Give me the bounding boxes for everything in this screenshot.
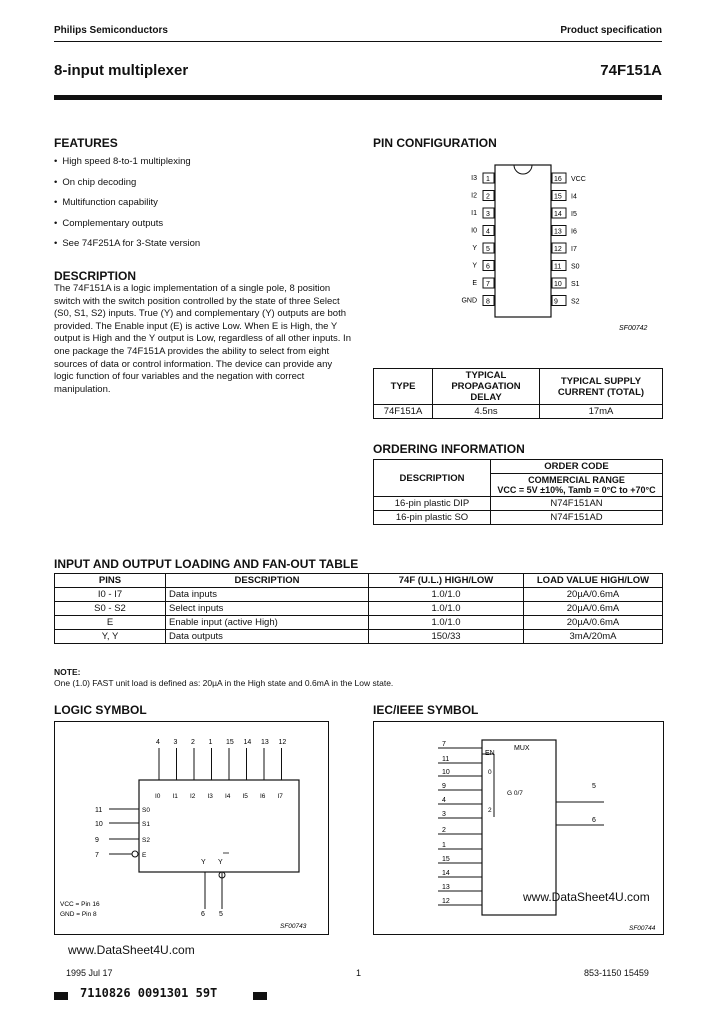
select-label: S2: [142, 837, 150, 844]
doc-type: Product specification: [560, 25, 662, 36]
barcode-text: 7110826 0091301 59T: [80, 986, 218, 1000]
typ-cell: 17mA: [540, 405, 663, 419]
pin-number: 7: [486, 281, 490, 288]
footer-docnum: 853-1150 15459: [584, 968, 649, 978]
top-pin-number: 13: [261, 739, 269, 746]
typical-table: [373, 368, 663, 419]
input-label: I3: [207, 793, 213, 800]
pin-label: I7: [571, 246, 577, 253]
pin-number: 14: [554, 211, 562, 218]
ordering-cell: N74F151AN: [491, 497, 663, 511]
feature-item: • See 74F251A for 3-State version: [54, 238, 200, 259]
output-label: Y: [201, 859, 206, 866]
feature-item: • On chip decoding: [54, 177, 200, 198]
loading-table: [54, 573, 663, 644]
pin-label: E: [472, 280, 477, 287]
iec-out-pin: 6: [592, 817, 596, 824]
footer-page: 1: [356, 968, 362, 978]
feature-item: • High speed 8-to-1 multiplexing: [54, 156, 200, 177]
watermark: www.DataSheet4U.com: [523, 890, 650, 904]
select-label: S0: [142, 807, 150, 814]
g-label: G 0/7: [507, 790, 523, 797]
iec-pin-number: 12: [442, 898, 450, 905]
pin-number: 12: [554, 246, 562, 253]
pin-label: I6: [571, 228, 577, 236]
iec-pin-number: 11: [442, 756, 450, 763]
loading-heading: INPUT AND OUTPUT LOADING AND FAN-OUT TABLE: [54, 557, 359, 571]
loading-header: LOAD VALUE HIGH/LOW: [524, 574, 663, 588]
loading-cell: 1.0/1.0: [369, 588, 524, 602]
iec-pin-number: 1: [442, 842, 446, 849]
page-title: 8-input multiplexer: [54, 62, 189, 79]
output-pin: 5: [219, 911, 223, 918]
loading-cell: S0 - S2: [55, 602, 166, 616]
pin-number: 11: [554, 263, 562, 271]
select-label: S1: [142, 821, 150, 828]
features-list: [54, 156, 200, 259]
loading-cell: I0 - I7: [55, 588, 166, 602]
pin-label: GND: [461, 297, 477, 305]
loading-cell: Select inputs: [166, 602, 369, 616]
pin-label: I5: [571, 211, 577, 218]
typ-cell: 74F151A: [374, 405, 433, 419]
mux-label: MUX: [514, 745, 530, 752]
output-label: Y: [218, 859, 223, 866]
iec-pin-number: 10: [442, 769, 450, 776]
iec-pin-number: 7: [442, 741, 446, 748]
typ-header: TYPE: [374, 369, 433, 405]
header-rule: [54, 41, 662, 42]
pin-label: S2: [571, 298, 580, 306]
top-pin-number: 1: [208, 739, 213, 746]
logic-symbol-code: SF00743: [280, 923, 307, 930]
loading-cell: 1.0/1.0: [369, 616, 524, 630]
loading-cell: 20µA/0.6mA: [524, 588, 663, 602]
iec-pin-number: 4: [442, 797, 446, 804]
loading-header: DESCRIPTION: [166, 574, 369, 588]
ordering-table: [373, 459, 663, 525]
select-label: E: [142, 852, 147, 859]
power-note: GND = Pin 8: [60, 911, 97, 918]
range-condition: VCC = 5V ±10%, Tamb = 0°C to +70°C: [497, 485, 656, 495]
loading-cell: 3mA/20mA: [524, 630, 663, 644]
select-pin-number: 9: [95, 837, 99, 844]
pin-label: I2: [471, 192, 477, 200]
input-label: I4: [225, 793, 231, 800]
loading-cell: 1.0/1.0: [369, 602, 524, 616]
ordering-cell: 16-pin plastic DIP: [374, 497, 491, 511]
input-label: I2: [190, 793, 196, 800]
loading-cell: E: [55, 616, 166, 630]
feature-item: • Complementary outputs: [54, 218, 200, 239]
top-pin-number: 3: [173, 739, 178, 746]
pin-config-diagram: [373, 152, 663, 337]
pin-label: I1: [471, 210, 477, 217]
pin-config-code: SF00742: [619, 325, 648, 332]
top-pin-number: 15: [226, 739, 234, 746]
pin-number: 8: [486, 298, 490, 306]
loading-cell: Data outputs: [166, 630, 369, 644]
input-label: I1: [172, 793, 178, 800]
input-label: I6: [260, 793, 266, 800]
part-number: 74F151A: [600, 62, 662, 79]
pin-label: Y: [472, 262, 477, 270]
select-pin-number: 7: [95, 852, 99, 859]
title-rule: [54, 95, 662, 100]
pin-label: Y: [472, 245, 477, 252]
pin-number: 16: [554, 176, 562, 183]
iec-pin-number: 15: [442, 856, 450, 863]
pin-label: I3: [471, 175, 477, 182]
ordering-desc-header: DESCRIPTION: [374, 460, 491, 497]
pin-number: 15: [554, 193, 562, 201]
features-heading: FEATURES: [54, 136, 118, 150]
top-pin-number: 4: [156, 739, 160, 746]
pin-number: 1: [486, 176, 490, 183]
typ-header: TYPICAL SUPPLY CURRENT (TOTAL): [540, 369, 663, 405]
select-pin-number: 11: [95, 807, 103, 814]
loading-cell: 20µA/0.6mA: [524, 616, 663, 630]
loading-cell: 150/33: [369, 630, 524, 644]
feature-item: • Multifunction capability: [54, 197, 200, 218]
output-pin: 6: [201, 911, 205, 918]
input-label: I5: [242, 793, 248, 800]
ordering-cell: 16-pin plastic SO: [374, 511, 491, 525]
select-pin-number: 10: [95, 821, 103, 828]
company-name: Philips Semiconductors: [54, 25, 168, 36]
iec-pin-number: 14: [442, 870, 450, 877]
pin-label: VCC: [571, 176, 586, 183]
typ-cell: 4.5ns: [433, 405, 540, 419]
top-pin-number: 12: [278, 739, 287, 746]
pin-config-heading: PIN CONFIGURATION: [373, 136, 497, 150]
logic-symbol-diagram: [55, 722, 328, 934]
pin-label: S0: [571, 263, 580, 271]
pin-label: S1: [571, 281, 580, 288]
description-heading: DESCRIPTION: [54, 269, 137, 283]
pin-number: 10: [554, 281, 562, 288]
pin-number: 5: [486, 246, 490, 253]
logic-symbol-frame: [54, 721, 329, 935]
pin-number: 2: [486, 193, 490, 201]
description-text: The 74F151A is a logic implementation of a single pole, 8 position switch with the switch position controlled by the state of three Select (S0, S1, S2) inputs. True (Y) and complementary (Y) outputs are both provided. The Enable input (E) is active Low. When E is High, the Y output is High and the Y output is Low, regardless of all other inputs. In one package the 74F151A provides the ability to select from eight sources of data or control information. The device can provide any logic function of four variables and the negation with correct manipulation.: [54, 283, 351, 395]
order-code-header: ORDER CODE: [491, 460, 663, 474]
footer-date: 1995 Jul 17: [66, 968, 113, 978]
loading-header: 74F (U.L.) HIGH/LOW: [369, 574, 524, 588]
top-pin-number: 2: [191, 739, 195, 746]
pin-number: 4: [486, 228, 490, 236]
loading-header: PINS: [55, 574, 166, 588]
pin-number: 9: [554, 298, 558, 306]
iec-pin-number: 13: [442, 884, 450, 891]
typ-header: TYPICAL PROPAGATION DELAY: [433, 369, 540, 405]
iec-pin-number: 3: [442, 811, 446, 818]
note-text: One (1.0) FAST unit load is defined as: 20µA in the High state and 0.6mA in the Low state.: [54, 678, 394, 688]
pin-number: 13: [554, 228, 562, 236]
en-label: EN: [485, 750, 495, 757]
iec-symbol-code: SF00744: [629, 925, 656, 932]
power-note: VCC = Pin 16: [60, 901, 100, 908]
input-label: I0: [155, 793, 161, 800]
iec-symbol-heading: IEC/IEEE SYMBOL: [373, 703, 479, 717]
ordering-cell: N74F151AD: [491, 511, 663, 525]
top-pin-number: 14: [243, 739, 252, 746]
loading-cell: 20µA/0.6mA: [524, 602, 663, 616]
iec-out-pin: 5: [592, 783, 596, 790]
loading-cell: Enable input (active High): [166, 616, 369, 630]
loading-cell: Data inputs: [166, 588, 369, 602]
ordering-heading: ORDERING INFORMATION: [373, 442, 525, 456]
note-label: NOTE:: [54, 667, 81, 677]
pin-label: I4: [571, 193, 577, 201]
input-label: I7: [277, 793, 283, 800]
pin-number: 3: [486, 211, 490, 218]
logic-symbol-heading: LOGIC SYMBOL: [54, 703, 147, 717]
iec-pin-number: 2: [442, 827, 446, 834]
inner-label: 0: [488, 769, 492, 776]
watermark: www.DataSheet4U.com: [68, 943, 195, 957]
range-title: COMMERCIAL RANGE: [528, 475, 625, 485]
iec-pin-number: 9: [442, 783, 446, 790]
loading-cell: Y, Y: [55, 630, 166, 644]
barcode-mark: [253, 992, 267, 1000]
pin-label: I0: [471, 227, 477, 235]
barcode-mark: [54, 992, 68, 1000]
inner-label: 2: [488, 807, 492, 814]
pin-number: 6: [486, 263, 490, 271]
